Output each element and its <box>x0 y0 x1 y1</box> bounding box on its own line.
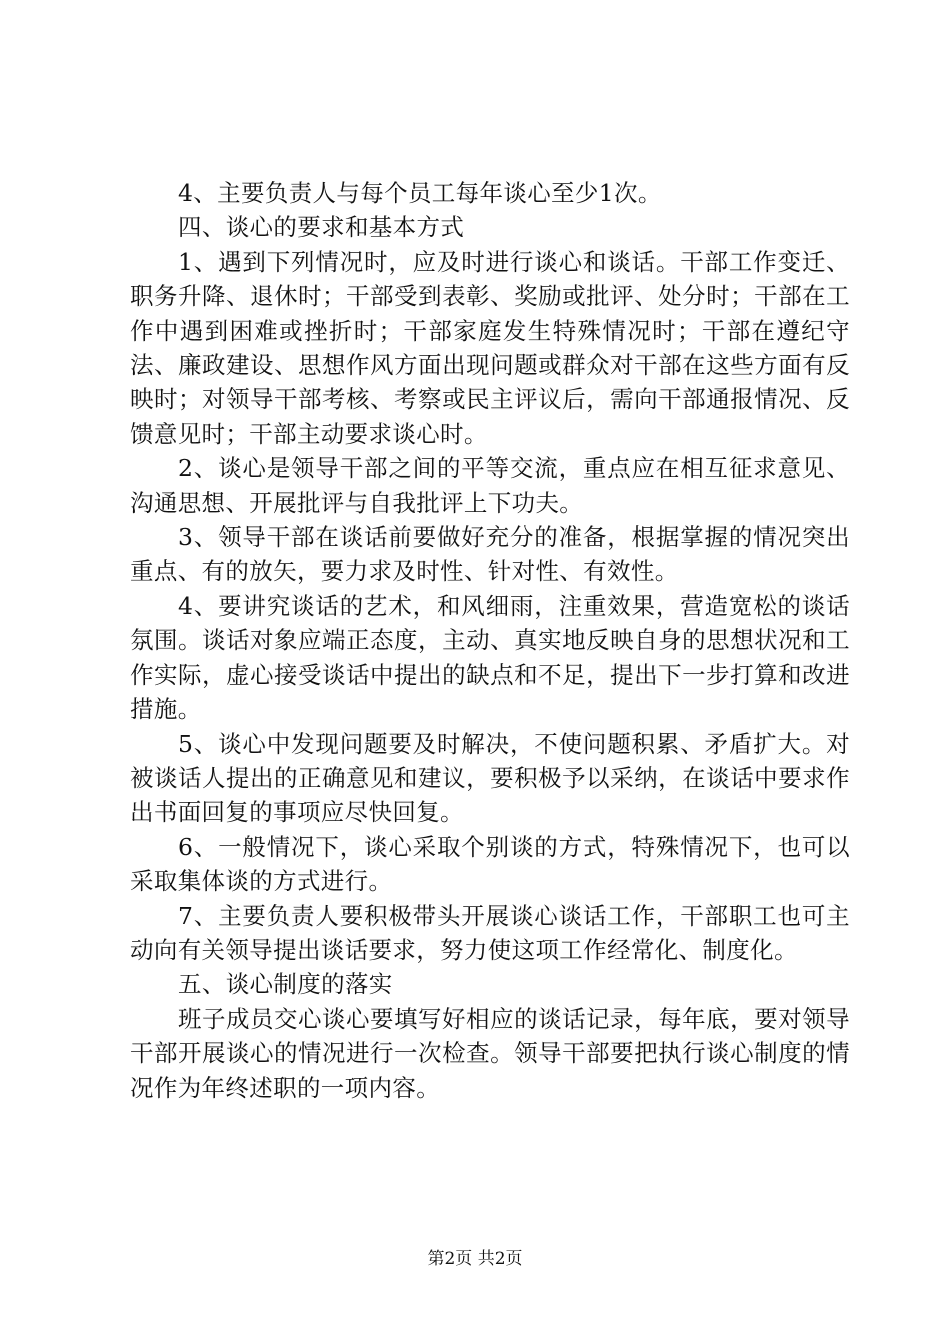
paragraph-item-3-preparation: 3、领导干部在谈话前要做好充分的准备，根据掌握的情况突出重点、有的放矢，要力求及时性、针对性、有效性。 <box>130 523 850 586</box>
paragraph-item-1-situations: 1、遇到下列情况时，应及时进行谈心和谈话。干部工作变迁、职务升降、退休时；干部受到表彰、奖励或批评、处分时；干部在工作中遇到困难或挫折时；干部家庭发生特殊情况时；干部在遵纪守法、廉政建设、思想作风方面出现问题或群众对干部在这些方面有反映时；对领导干部考核、考察或民主评议后，需向干部通报情况、反馈意见时；干部主动要求谈心时。 <box>130 247 850 448</box>
section-heading-requirements: 四、谈心的要求和基本方式 <box>178 213 465 242</box>
page-number-footer: 第2页 共2页 <box>427 1249 523 1269</box>
paragraph-item-7-lead-by-example: 7、主要负责人要积极带头开展谈心谈话工作，干部职工也可主动向有关领导提出谈话要求，努力使这项工作经常化、制度化。 <box>130 901 850 964</box>
paragraph-item-4-art-of-talk: 4、要讲究谈话的艺术，和风细雨，注重效果，营造宽松的谈话氛围。谈话对象应端正态度，主动、真实地反映自身的思想状况和工作实际，虚心接受谈话中提出的缺点和不足，提出下一步打算和改进措施。 <box>130 591 850 724</box>
section-heading-implementation: 五、谈心制度的落实 <box>178 970 393 999</box>
document-body <box>130 176 850 1105</box>
paragraph-item-2-equal-exchange: 2、谈心是领导干部之间的平等交流，重点应在相互征求意见、沟通思想、开展批评与自我批评上下功夫。 <box>130 454 850 517</box>
paragraph-item-4-annual-talk: 4、主要负责人与每个员工每年谈心至少1次。 <box>178 179 662 207</box>
paragraph-item-6-individual-talk: 6、一般情况下，谈心采取个别谈的方式，特殊情况下，也可以采取集体谈的方式进行。 <box>130 832 850 896</box>
paragraph-implementation: 班子成员交心谈心要填写好相应的谈话记录，每年底，要对领导干部开展谈心的情况进行一次检查。领导干部要把执行谈心制度的情况作为年终述职的一项内容。 <box>130 1004 850 1102</box>
paragraph-item-5-solve-problems: 5、谈心中发现问题要及时解决，不使问题积累、矛盾扩大。对被谈话人提出的正确意见和建议，要积极予以采纳，在谈话中要求作出书面回复的事项应尽快回复。 <box>130 729 850 827</box>
